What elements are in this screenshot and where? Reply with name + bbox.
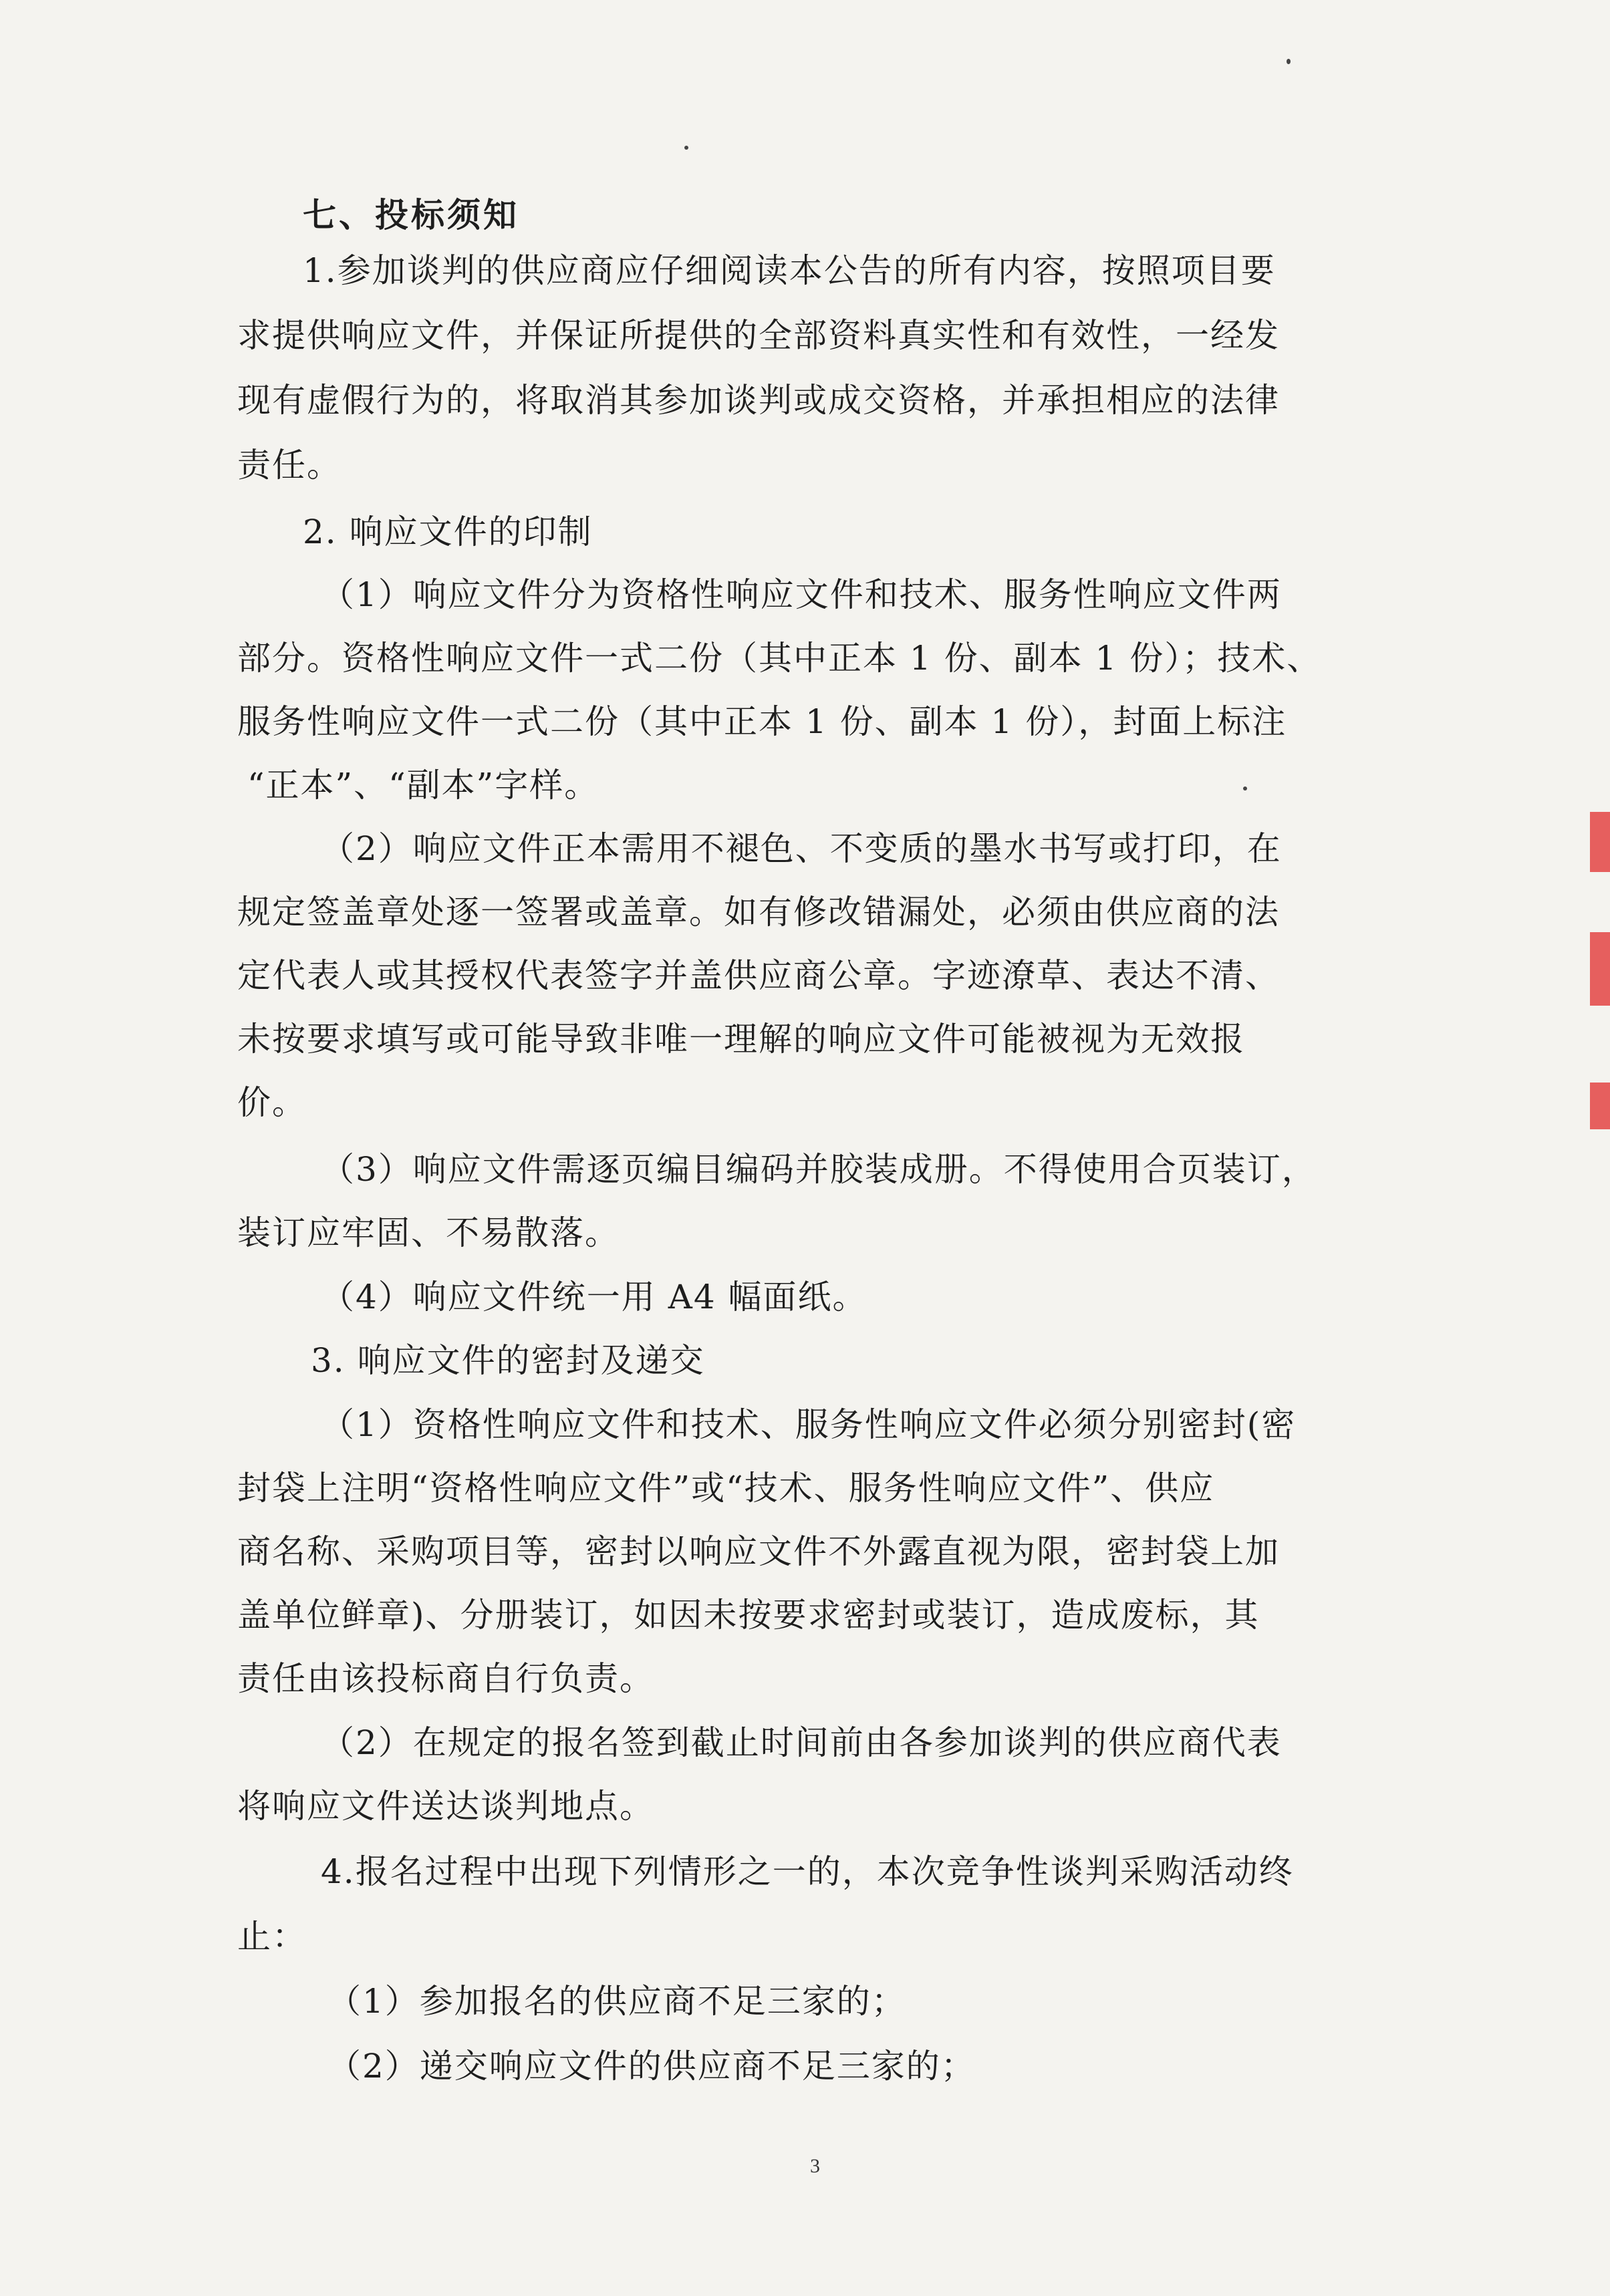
paragraph-line: 商名称、采购项目等，密封以响应文件不外露直视为限，密封袋上加: [237, 1532, 1280, 1571]
section-title: 七、投标须知: [303, 195, 519, 235]
paragraph-line: 服务性响应文件一式二份（其中正本 1 份、副本 1 份），封面上标注: [237, 702, 1287, 741]
scan-speck: [1243, 786, 1247, 791]
red-stamp-edge: [1590, 812, 1610, 872]
paragraph-line: 未按要求填写或可能导致非唯一理解的响应文件可能被视为无效报: [237, 1020, 1245, 1058]
subsection-heading: 3. 响应文件的密封及递交: [311, 1341, 705, 1380]
red-stamp-edge: [1590, 932, 1610, 1006]
paragraph-line: （1）资格性响应文件和技术、服务性响应文件必须分别密封(密: [321, 1405, 1297, 1444]
paragraph-line: 定代表人或其授权代表签字并盖供应商公章。字迹潦草、表达不清、: [237, 956, 1280, 995]
paragraph-line: （2）响应文件正本需用不褪色、不变质的墨水书写或打印，在: [321, 829, 1282, 868]
paragraph-line: 1.参加谈判的供应商应仔细阅读本公告的所有内容，按照项目要: [303, 251, 1276, 290]
paragraph-line: 责任。: [237, 446, 342, 484]
paragraph-line: 价。: [237, 1083, 307, 1122]
paragraph-line: （1）响应文件分为资格性响应文件和技术、服务性响应文件两: [321, 575, 1282, 614]
list-item: （1）参加报名的供应商不足三家的；: [327, 1982, 906, 2021]
paragraph-line: 部分。资格性响应文件一式二份（其中正本 1 份、副本 1 份）；技术、: [237, 639, 1322, 678]
scan-speck: [1287, 59, 1291, 64]
paragraph-line: 将响应文件送达谈判地点。: [237, 1787, 654, 1826]
list-item: （2）递交响应文件的供应商不足三家的；: [327, 2047, 976, 2086]
paragraph-line: “正本”、“副本”字样。: [247, 766, 599, 805]
scan-speck: [684, 146, 688, 150]
paragraph-line: 求提供响应文件，并保证所提供的全部资料真实性和有效性，一经发: [237, 316, 1280, 355]
subsection-heading: 2. 响应文件的印制: [303, 513, 593, 551]
paragraph-line: 规定签盖章处逐一签署或盖章。如有修改错漏处，必须由供应商的法: [237, 893, 1280, 931]
paragraph-line: （3）响应文件需逐页编目编码并胶装成册。不得使用合页装订，: [321, 1150, 1317, 1189]
paragraph-line: 现有虚假行为的，将取消其参加谈判或成交资格，并承担相应的法律: [237, 381, 1280, 420]
paragraph-line: 封袋上注明“资格性响应文件”或“技术、服务性响应文件”、供应: [237, 1469, 1215, 1508]
paragraph-line: 4.报名过程中出现下列情形之一的，本次竞争性谈判采购活动终: [321, 1852, 1294, 1891]
paragraph-line: （4）响应文件统一用 A4 幅面纸。: [321, 1278, 867, 1316]
paragraph-line: 责任由该投标商自行负责。: [237, 1659, 654, 1698]
paragraph-line: 装订应牢固、不易散落。: [237, 1213, 620, 1252]
page-number: 3: [810, 2155, 820, 2177]
paragraph-line: 止：: [237, 1917, 307, 1956]
red-stamp-edge: [1590, 1083, 1610, 1129]
paragraph-line: （2）在规定的报名签到截止时间前由各参加谈判的供应商代表: [321, 1723, 1282, 1762]
paragraph-line: 盖单位鲜章)、分册装订，如因未按要求密封或装订，造成废标，其: [237, 1596, 1260, 1634]
